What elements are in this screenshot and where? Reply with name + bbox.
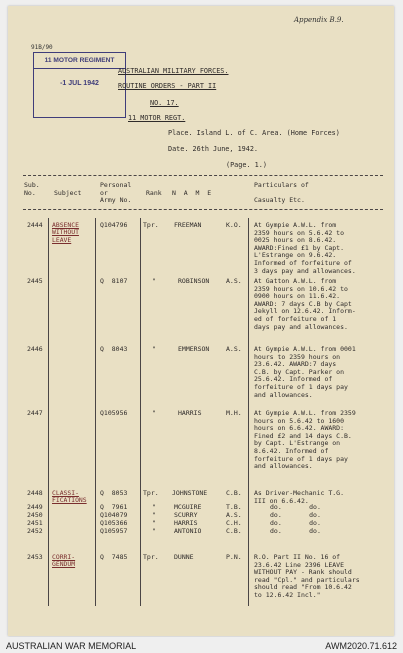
column-divider [48, 218, 49, 606]
row-name: HARRIS [178, 409, 202, 417]
row-sub-no: 2446 [27, 345, 43, 353]
column-header-subject: Subject [54, 189, 82, 197]
column-divider [95, 218, 96, 606]
row-army-no: Q105957 [100, 527, 128, 535]
column-header-sub-no: Sub. No. [24, 181, 40, 197]
row-rank: " [152, 503, 156, 511]
stamp-reference: 91B/90 [31, 44, 53, 51]
row-name: EMMERSON [178, 345, 210, 353]
row-subject: ABSENCE WITHOUT LEAVE [52, 221, 79, 244]
row-rank: " [152, 277, 156, 285]
column-header-particulars: Particulars of Casualty Etc. [254, 181, 309, 205]
row-subject: CLASSI- FICATIONS [52, 489, 87, 505]
row-army-no: Q 8043 [100, 345, 128, 353]
heading-date: Date. 26th June, 1942. [168, 145, 259, 153]
row-particulars: do. do. [270, 527, 321, 535]
row-unit: P.N. [226, 553, 242, 561]
row-unit: K.O. [226, 221, 242, 229]
row-name: HARRIS [174, 519, 198, 527]
stamp-unit: 11 MOTOR REGIMENT [34, 53, 125, 69]
row-sub-no: 2451 [27, 519, 43, 527]
row-name: ANTONIO [174, 527, 202, 535]
row-particulars: At Gatton A.W.L. from 2359 hours on 10.6.42 to 0900 hours on 11.6.42. AWARD: 7 days C.B by Capt Jekyll on 12.6.42. Inform- ed of forfeiture of 1 days pay and allowances. [254, 277, 356, 331]
row-army-no: Q 8053 [100, 489, 128, 497]
row-name: DUNNE [174, 553, 194, 561]
row-name: SCURRY [174, 511, 198, 519]
row-rank: Tpr. [143, 221, 159, 229]
row-army-no: Q 7485 [100, 553, 128, 561]
row-particulars: R.O. Part II No. 16 of 23.6.42 Line 2396 LEAVE WITHOUT PAY - Rank should read "Cpl." and particulars should read "From 10.6.42 to 12.6.42 Incl." [254, 553, 360, 599]
row-army-no: Q104796 [100, 221, 128, 229]
row-subject: CORRI- GENDUM [52, 553, 76, 569]
row-sub-no: 2444 [27, 221, 43, 229]
row-rank: " [152, 519, 156, 527]
heading-forces: AUSTRALIAN MILITARY FORCES. [118, 67, 229, 75]
row-unit: M.H. [226, 409, 242, 417]
row-sub-no: 2448 [27, 489, 43, 497]
row-sub-no: 2449 [27, 503, 43, 511]
row-particulars: As Driver-Mechanic T.G. III on 6.6.42. [254, 489, 345, 505]
heading-place: Place. Island L. of C. Area. (Home Forces) [168, 129, 340, 137]
stamp-date: -1 JUL 1942 [60, 80, 99, 87]
received-stamp [33, 52, 126, 118]
handwritten-annotation: Appendix B.9. [294, 16, 344, 24]
row-army-no: Q105366 [100, 519, 128, 527]
row-name: MCGUIRE [174, 503, 202, 511]
row-army-no: Q105956 [100, 409, 128, 417]
row-rank: " [152, 345, 156, 353]
row-name: ROBINSON [178, 277, 210, 285]
column-divider [248, 218, 249, 606]
row-rank: " [152, 409, 156, 417]
archive-name: AUSTRALIAN WAR MEMORIAL [6, 641, 137, 651]
row-rank: " [152, 527, 156, 535]
row-sub-no: 2450 [27, 511, 43, 519]
row-particulars: At Gympie A.W.L. from 2359 hours on 5.6.42 to 1600 hours on 6.6.42. AWARD: Fined £2 and 14 days C.B. by Capt. L'Estrange on 8.6.42. Informed of forfeiture of 1 days pay and allowances. [254, 409, 356, 471]
table-header-rule [23, 209, 383, 210]
row-sub-no: 2447 [27, 409, 43, 417]
table-top-rule [23, 175, 383, 176]
row-sub-no: 2452 [27, 527, 43, 535]
row-unit: T.B. [226, 503, 242, 511]
row-name: JOHNSTONE [172, 489, 208, 497]
document-page [8, 6, 394, 636]
row-particulars: At Gympie A.W.L. from 2359 hours on 5.6.42 to 0025 hours on 8.6.42. AWARD:Fined £1 by Capt. L'Estrange on 9.6.42. Informed of forfeiture of 3 days pay and allowances. [254, 221, 356, 275]
row-unit: A.S. [226, 345, 242, 353]
row-army-no: Q 8107 [100, 277, 128, 285]
row-sub-no: 2445 [27, 277, 43, 285]
row-army-no: Q 7961 [100, 503, 128, 511]
row-particulars: do. do. [270, 503, 321, 511]
row-particulars: At Gympie A.W.L. from 0001 hours to 2359 hours on 23.6.42. AWARD:7 days C.B. by Capt. Parker on 25.6.42. Informed of forfeiture of 1 days pay and allowances. [254, 345, 356, 399]
row-rank: " [152, 511, 156, 519]
heading-unit: 11 MOTOR REGT. [128, 114, 186, 122]
row-particulars: do. do. [270, 519, 321, 527]
archive-reference: AWM2020.71.612 [325, 641, 397, 651]
heading-order-number: NO. 17. [150, 99, 179, 107]
row-army-no: Q104079 [100, 511, 128, 519]
row-unit: C.H. [226, 519, 242, 527]
row-rank: Tpr. [143, 489, 159, 497]
row-unit: A.S. [226, 511, 242, 519]
column-header-name: N A M E [172, 189, 212, 197]
column-header-rank: Rank [146, 189, 162, 197]
column-divider [140, 218, 141, 606]
row-rank: Tpr. [143, 553, 159, 561]
heading-page: (Page. 1.) [226, 161, 267, 169]
row-name: FREEMAN [174, 221, 202, 229]
heading-routine-orders: ROUTINE ORDERS - PART II [118, 82, 217, 90]
column-header-army-no: Personal or Army No. [100, 181, 132, 205]
row-sub-no: 2453 [27, 553, 43, 561]
archive-caption-bar [0, 637, 403, 653]
row-unit: C.B. [226, 489, 242, 497]
row-unit: C.B. [226, 527, 242, 535]
row-unit: A.S. [226, 277, 242, 285]
row-particulars: do. do. [270, 511, 321, 519]
